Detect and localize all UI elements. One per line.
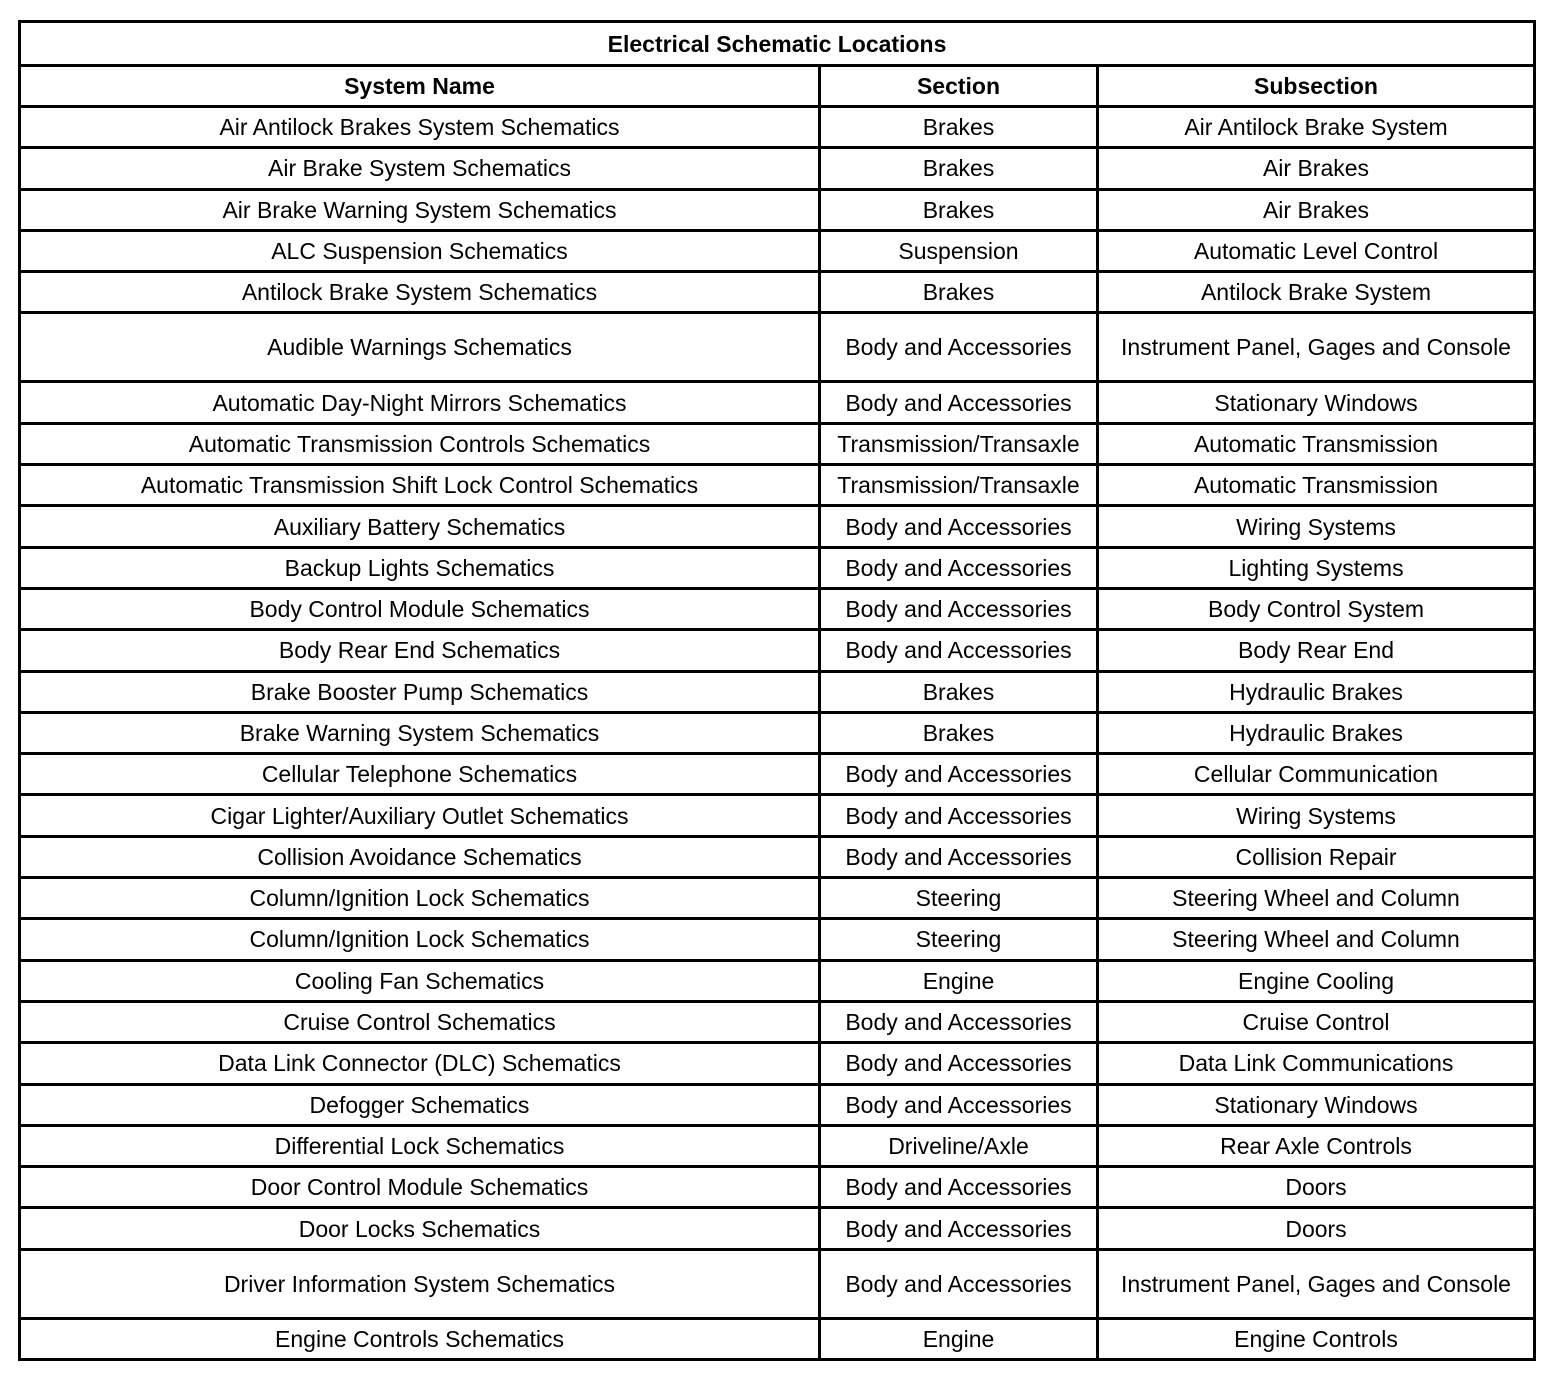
table-cell-system-name: Body Rear End Schematics [20,630,820,671]
column-header-subsection: Subsection [1098,66,1535,107]
table-row [20,1249,1535,1318]
table-row [20,1043,1535,1084]
table-cell-section: Brakes [820,189,1098,230]
table-row [20,588,1535,629]
table-cell-section: Body and Accessories [820,506,1098,547]
table-cell-section: Brakes [820,107,1098,148]
table-row [20,919,1535,960]
table-cell-subsection: Body Control System [1098,588,1535,629]
table-row [20,960,1535,1001]
table-cell-subsection: Body Rear End [1098,630,1535,671]
table-cell-system-name: Cooling Fan Schematics [20,960,820,1001]
table-cell-system-name: Door Control Module Schematics [20,1167,820,1208]
table-cell-subsection: Wiring Systems [1098,795,1535,836]
table-row [20,1001,1535,1042]
table-row [20,878,1535,919]
table-row [20,1167,1535,1208]
table-cell-subsection: Stationary Windows [1098,1084,1535,1125]
table-cell-subsection: Doors [1098,1167,1535,1208]
table-row [20,671,1535,712]
table-cell-system-name: Data Link Connector (DLC) Schematics [20,1043,820,1084]
table-cell-system-name: Brake Warning System Schematics [20,712,820,753]
table-cell-subsection: Wiring Systems [1098,506,1535,547]
table-row [20,148,1535,189]
table-cell-section: Brakes [820,148,1098,189]
table-cell-system-name: Air Brake Warning System Schematics [20,189,820,230]
table-cell-subsection: Instrument Panel, Gages and Console [1098,313,1535,382]
table-cell-section: Body and Accessories [820,588,1098,629]
table-row [20,230,1535,271]
table-cell-subsection: Lighting Systems [1098,547,1535,588]
table-cell-system-name: Backup Lights Schematics [20,547,820,588]
table-cell-section: Body and Accessories [820,795,1098,836]
table-cell-subsection: Steering Wheel and Column [1098,919,1535,960]
table-row [20,712,1535,753]
table-cell-section: Body and Accessories [820,1208,1098,1249]
table-cell-subsection: Stationary Windows [1098,382,1535,423]
table-row [20,107,1535,148]
table-cell-subsection: Automatic Transmission [1098,423,1535,464]
table-cell-subsection: Rear Axle Controls [1098,1125,1535,1166]
table-cell-subsection: Hydraulic Brakes [1098,712,1535,753]
table-row [20,506,1535,547]
table-cell-subsection: Engine Cooling [1098,960,1535,1001]
table-cell-section: Body and Accessories [820,1249,1098,1318]
table-cell-subsection: Air Brakes [1098,189,1535,230]
table-row [20,1318,1535,1359]
table-cell-section: Transmission/Transaxle [820,465,1098,506]
schematic-locations-table [18,20,1536,1361]
table-cell-system-name: Automatic Day-Night Mirrors Schematics [20,382,820,423]
table-cell-section: Brakes [820,671,1098,712]
table-cell-system-name: Air Brake System Schematics [20,148,820,189]
table-cell-system-name: ALC Suspension Schematics [20,230,820,271]
table-row [20,836,1535,877]
table-row [20,795,1535,836]
table-cell-section: Suspension [820,230,1098,271]
table-cell-system-name: Antilock Brake System Schematics [20,272,820,313]
table-row [20,272,1535,313]
table-cell-section: Engine [820,1318,1098,1359]
table-cell-system-name: Automatic Transmission Shift Lock Control Schematics [20,465,820,506]
table-cell-system-name: Body Control Module Schematics [20,588,820,629]
table-cell-section: Engine [820,960,1098,1001]
table-cell-subsection: Automatic Level Control [1098,230,1535,271]
table-cell-subsection: Steering Wheel and Column [1098,878,1535,919]
table-cell-subsection: Doors [1098,1208,1535,1249]
table-cell-system-name: Auxiliary Battery Schematics [20,506,820,547]
table-cell-system-name: Collision Avoidance Schematics [20,836,820,877]
table-cell-system-name: Cigar Lighter/Auxiliary Outlet Schematics [20,795,820,836]
table-row [20,754,1535,795]
table-row [20,1125,1535,1166]
table-title: Electrical Schematic Locations [20,22,1535,66]
table-cell-section: Brakes [820,712,1098,753]
table-cell-subsection: Instrument Panel, Gages and Console [1098,1249,1535,1318]
table-cell-section: Body and Accessories [820,1167,1098,1208]
table-cell-section: Steering [820,878,1098,919]
table-cell-system-name: Cellular Telephone Schematics [20,754,820,795]
table-header-row [20,66,1535,107]
table-row [20,547,1535,588]
column-header-system-name: System Name [20,66,820,107]
table-cell-section: Body and Accessories [820,1001,1098,1042]
table-cell-section: Transmission/Transaxle [820,423,1098,464]
table-cell-system-name: Driver Information System Schematics [20,1249,820,1318]
table-row [20,1208,1535,1249]
table-row [20,313,1535,382]
table-cell-section: Body and Accessories [820,547,1098,588]
table-cell-subsection: Air Brakes [1098,148,1535,189]
table-cell-section: Body and Accessories [820,313,1098,382]
table-row [20,1084,1535,1125]
table-cell-subsection: Automatic Transmission [1098,465,1535,506]
table-cell-subsection: Engine Controls [1098,1318,1535,1359]
table-cell-system-name: Brake Booster Pump Schematics [20,671,820,712]
table-cell-section: Brakes [820,272,1098,313]
table-cell-subsection: Hydraulic Brakes [1098,671,1535,712]
table-cell-system-name: Column/Ignition Lock Schematics [20,878,820,919]
table-cell-subsection: Air Antilock Brake System [1098,107,1535,148]
table-cell-system-name: Door Locks Schematics [20,1208,820,1249]
table-row [20,423,1535,464]
table-cell-section: Body and Accessories [820,754,1098,795]
table-cell-subsection: Cellular Communication [1098,754,1535,795]
table-row [20,382,1535,423]
table-row [20,630,1535,671]
table-cell-section: Body and Accessories [820,630,1098,671]
table-cell-section: Driveline/Axle [820,1125,1098,1166]
table-cell-system-name: Differential Lock Schematics [20,1125,820,1166]
table-cell-subsection: Cruise Control [1098,1001,1535,1042]
table-cell-section: Body and Accessories [820,1043,1098,1084]
table-cell-system-name: Defogger Schematics [20,1084,820,1125]
table-row [20,189,1535,230]
table-title-row [20,22,1535,66]
table-cell-section: Body and Accessories [820,1084,1098,1125]
column-header-section: Section [820,66,1098,107]
table-cell-section: Body and Accessories [820,836,1098,877]
table-cell-subsection: Data Link Communications [1098,1043,1535,1084]
table-cell-subsection: Antilock Brake System [1098,272,1535,313]
table-cell-system-name: Air Antilock Brakes System Schematics [20,107,820,148]
table-cell-section: Body and Accessories [820,382,1098,423]
table-cell-system-name: Audible Warnings Schematics [20,313,820,382]
table-row [20,465,1535,506]
table-cell-system-name: Engine Controls Schematics [20,1318,820,1359]
table-cell-section: Steering [820,919,1098,960]
table-cell-system-name: Column/Ignition Lock Schematics [20,919,820,960]
table-cell-system-name: Automatic Transmission Controls Schematics [20,423,820,464]
table-cell-system-name: Cruise Control Schematics [20,1001,820,1042]
table-cell-subsection: Collision Repair [1098,836,1535,877]
